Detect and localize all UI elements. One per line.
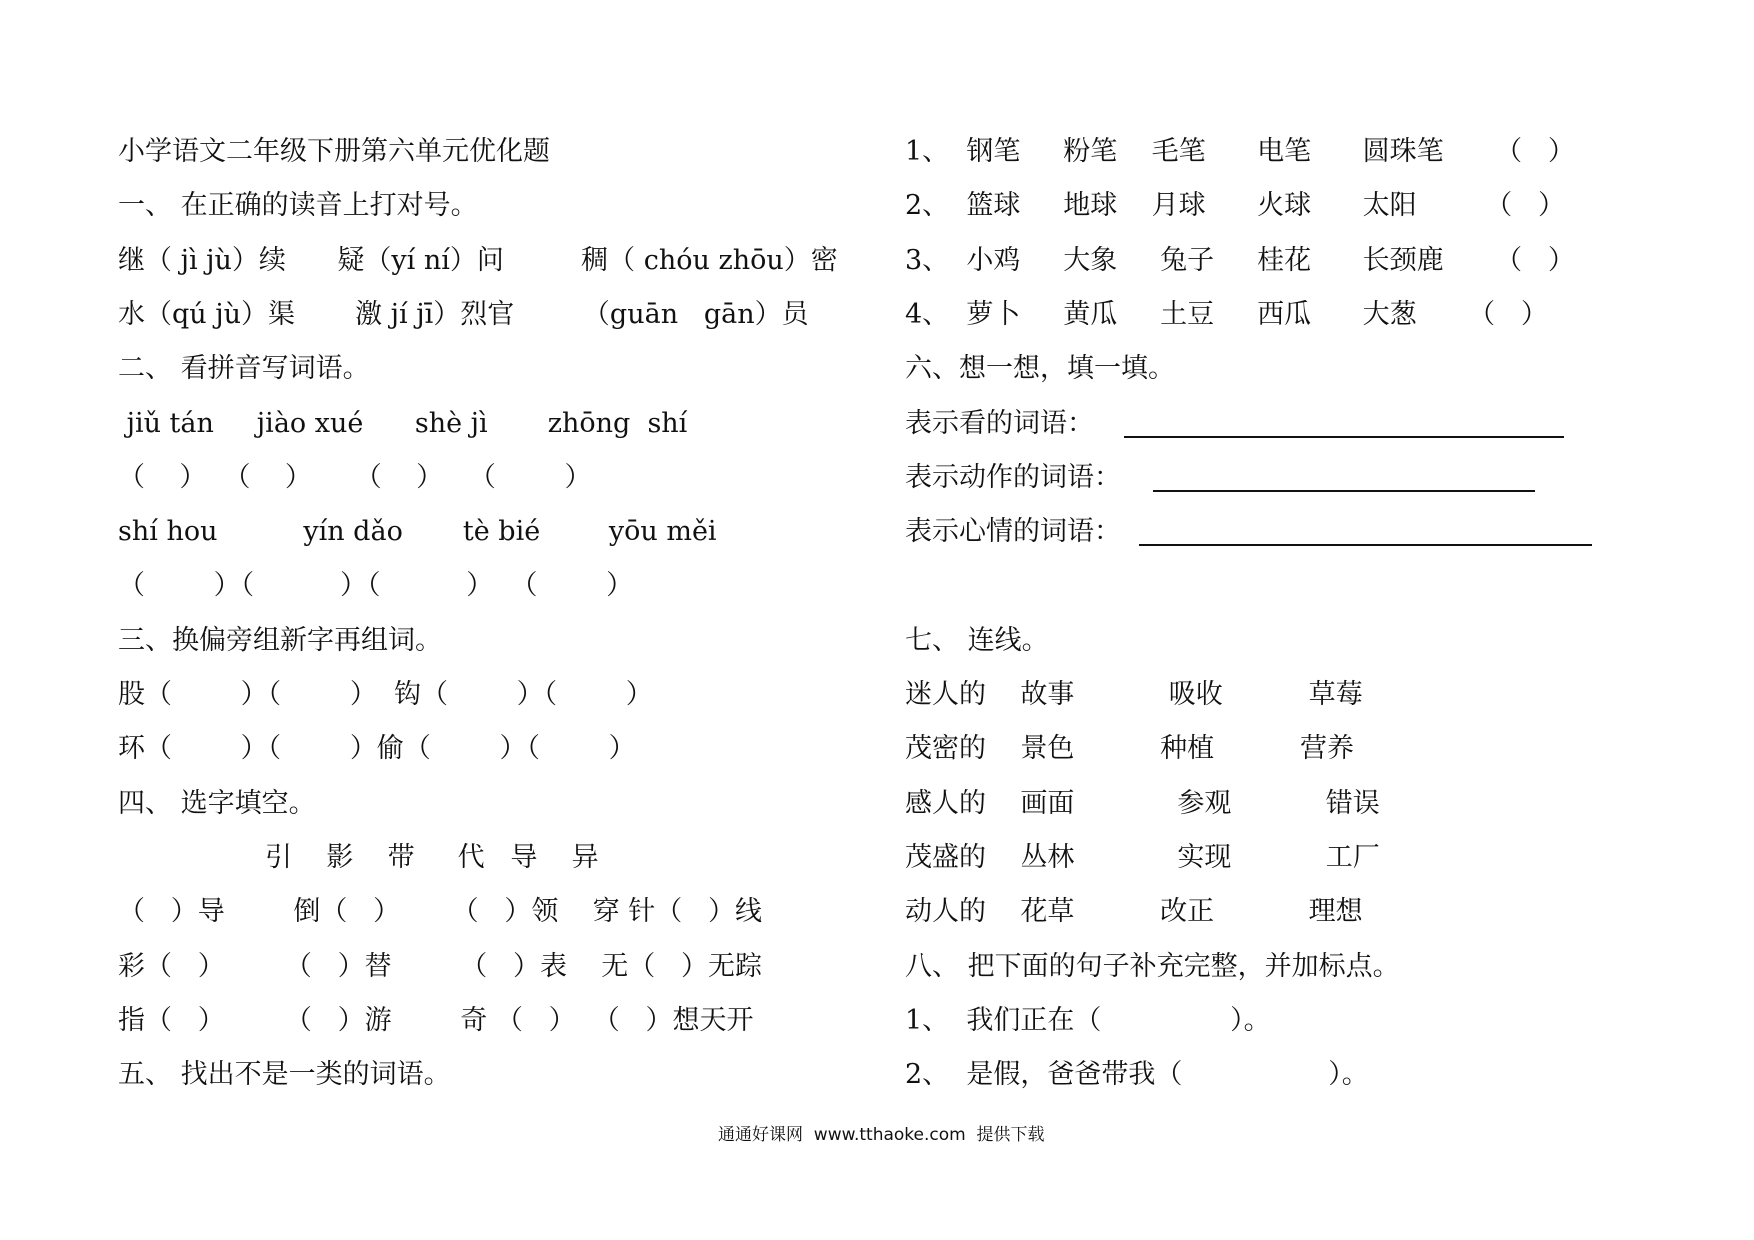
section-8-item-2: 2、 是假，爸爸带我（ ）。 — [905, 1059, 1369, 1090]
section-4-row-1: （ ）导 倒（ ） （ ）领 穿 针（ ）线 — [118, 896, 763, 927]
section-4-row-3: 指（ ） （ ）游 奇 （ ） （ ）想天开 — [118, 1005, 754, 1036]
section-4-character-choices: 引 影 带 代 导 异 — [265, 842, 599, 873]
worksheet-title: 小学语文二年级下册第六单元优化题 — [118, 136, 550, 167]
section-8-item-1: 1、 我们正在（ ）。 — [905, 1005, 1271, 1036]
section-7-row-2: 茂密的 景色 种植 营养 — [905, 733, 1354, 764]
section-2-heading: 二、 看拼音写词语。 — [118, 353, 370, 384]
section-7-row-4: 茂盛的 丛林 实现 工厂 — [905, 842, 1380, 873]
section-5-item-3: 3、 小鸡 大象 兔子 桂花 长颈鹿 （ ） — [905, 245, 1575, 276]
section-2-pinyin-1: jiǔ tán jiào xué shè jì zhōng shí — [118, 408, 688, 439]
section-6-look-blank — [1124, 436, 1564, 438]
section-7-row-1: 迷人的 故事 吸收 草莓 — [905, 679, 1363, 710]
section-1-row-2: 水（qú jù）渠 激 jí jī）烈官 （guān gān）员 — [118, 299, 809, 330]
section-6-mood-label: 表示心情的词语： — [905, 516, 1121, 547]
section-3-row-2: 环（ ）（ ）偷（ ）（ ） — [118, 733, 636, 764]
section-5-item-1: 1、 钢笔 粉笔 毛笔 电笔 圆珠笔 （ ） — [905, 136, 1575, 167]
section-6-heading: 六、想一想，填一填。 — [905, 353, 1175, 384]
section-7-heading: 七、 连线。 — [905, 625, 1049, 656]
section-8-heading: 八、 把下面的句子补充完整，并加标点。 — [905, 951, 1400, 982]
section-3-heading: 三、换偏旁组新字再组词。 — [118, 625, 442, 656]
section-2-brackets-2: （ ）（ ）（ ） （ ） — [118, 570, 634, 601]
section-5-item-2: 2、 篮球 地球 月球 火球 太阳 （ ） — [905, 190, 1565, 221]
footer-credit: 通通好课网 www.tthaoke.com 提供下载 — [718, 1125, 1045, 1145]
section-2-pinyin-2: shí hou yín dǎo tè bié yōu měi — [118, 516, 717, 547]
section-4-row-2: 彩（ ） （ ）替 （ ）表 无（ ）无踪 — [118, 951, 763, 982]
section-6-mood-blank — [1139, 544, 1592, 546]
section-2-brackets-1: （ ） （ ） （ ） （ ） — [118, 462, 592, 493]
section-5-heading: 五、 找出不是一类的词语。 — [118, 1059, 451, 1090]
section-7-row-3: 感人的 画面 参观 错误 — [905, 788, 1380, 819]
section-6-action-blank — [1153, 490, 1535, 492]
section-1-heading: 一、 在正确的读音上打对号。 — [118, 190, 478, 221]
section-6-look-label: 表示看的词语： — [905, 408, 1094, 439]
section-4-heading: 四、 选字填空。 — [118, 788, 316, 819]
section-7-row-5: 动人的 花草 改正 理想 — [905, 896, 1363, 927]
section-3-row-1: 股（ ）（ ） 钩（ ）（ ） — [118, 679, 653, 710]
section-5-item-4: 4、 萝卜 黄瓜 土豆 西瓜 大葱 （ ） — [905, 299, 1548, 330]
section-1-row-1: 继（ jì jù）续 疑（yí ní）问 稠（ chóu zhōu）密 — [118, 245, 838, 276]
section-6-action-label: 表示动作的词语： — [905, 462, 1121, 493]
